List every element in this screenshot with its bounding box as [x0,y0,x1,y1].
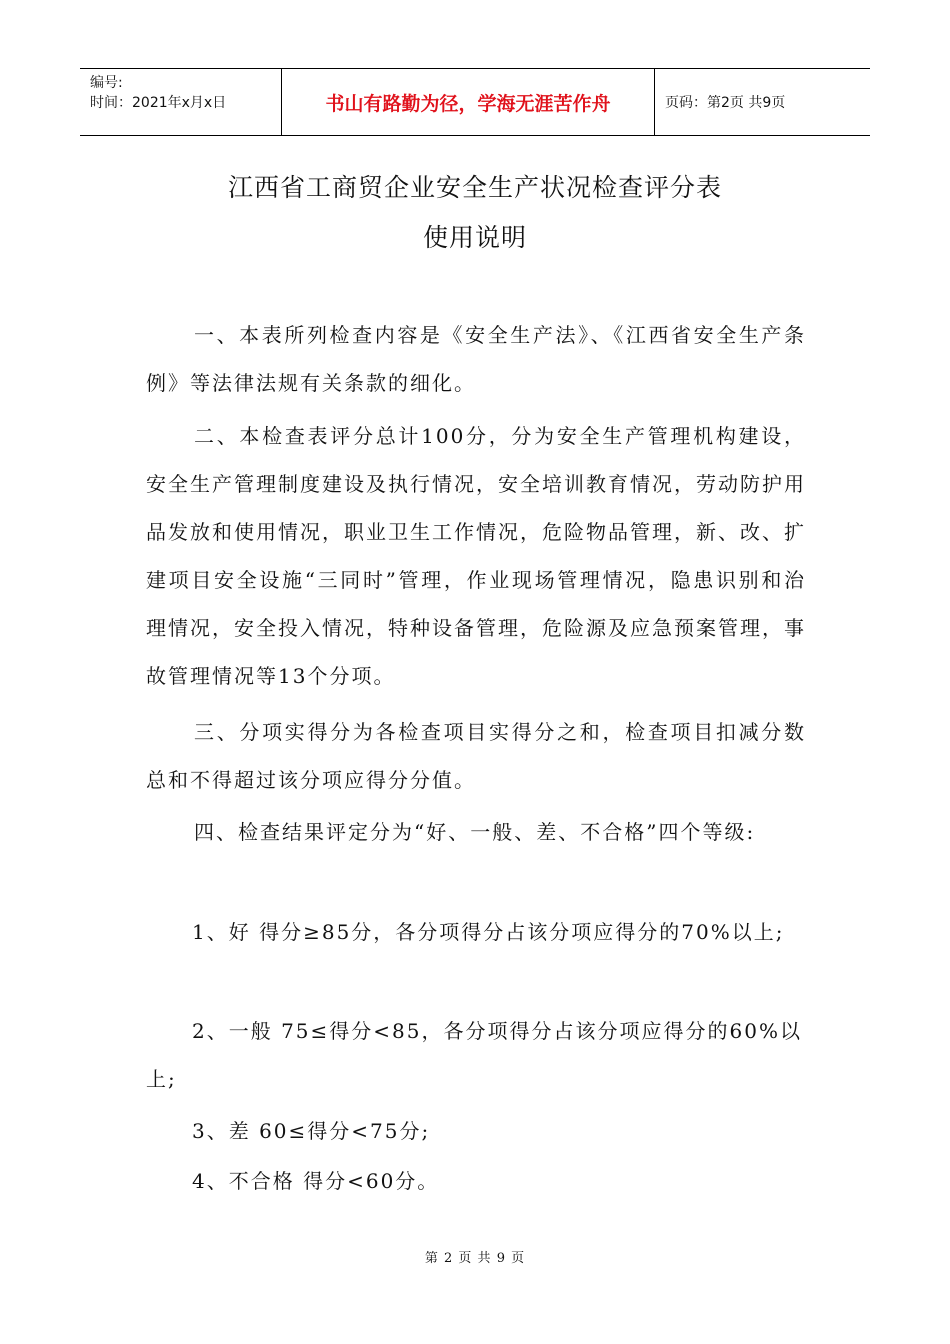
paragraph-4: 四、检查结果评定分为“好、一般、差、不合格”四个等级: [194,820,756,844]
number-label: 编号: [90,75,123,91]
grade-average: 2、一般 75≤得分<85，各分项得分占该分项应得分的60%以上; [146,1019,802,1091]
page-footer: 第 2 页 共 9 页 [424,1251,526,1266]
page-header [80,68,870,136]
grade-poor: 3、差 60≤得分<75分; [192,1119,431,1143]
time-label: 时间：2021年x月x日 [90,95,227,111]
header-motto: 书山有路勤为径，学海无涯苦作舟 [282,69,655,135]
paragraph-3: 三、分项实得分为各检查项目实得分之和，检查项目扣减分数总和不得超过该分项应得分分值。 [146,720,806,792]
paragraph-2: 二、本检查表评分总计100分，分为安全生产管理机构建设，安全生产管理制度建设及执行情况，安全培训教育情况，劳动防护用品发放和使用情况，职业卫生工作情况，危险物品管理，新、改、扩建项目安全设施“三同时”管理，作业现场管理情况，隐患识别和治理情况，安全投入情况，特种设备管理，危险源及应急预案管理，事故管理情况等13个分项。 [146,424,806,688]
grade-good: 1、好 得分≥85分，各分项得分占该分项应得分的70%以上; [192,920,785,944]
paragraph-1: 一、本表所列检查内容是《安全生产法》、《江西省安全生产条例》等法律法规有关条款的细化。 [146,323,806,395]
document-subtitle: 使用说明 [422,223,527,252]
header-meta [80,69,282,135]
header-page-info: 页码：第2页 共9页 [665,95,786,111]
grade-fail: 4、不合格 得分<60分。 [192,1169,440,1193]
document-title: 江西省工商贸企业安全生产状况检查评分表 [227,173,722,202]
